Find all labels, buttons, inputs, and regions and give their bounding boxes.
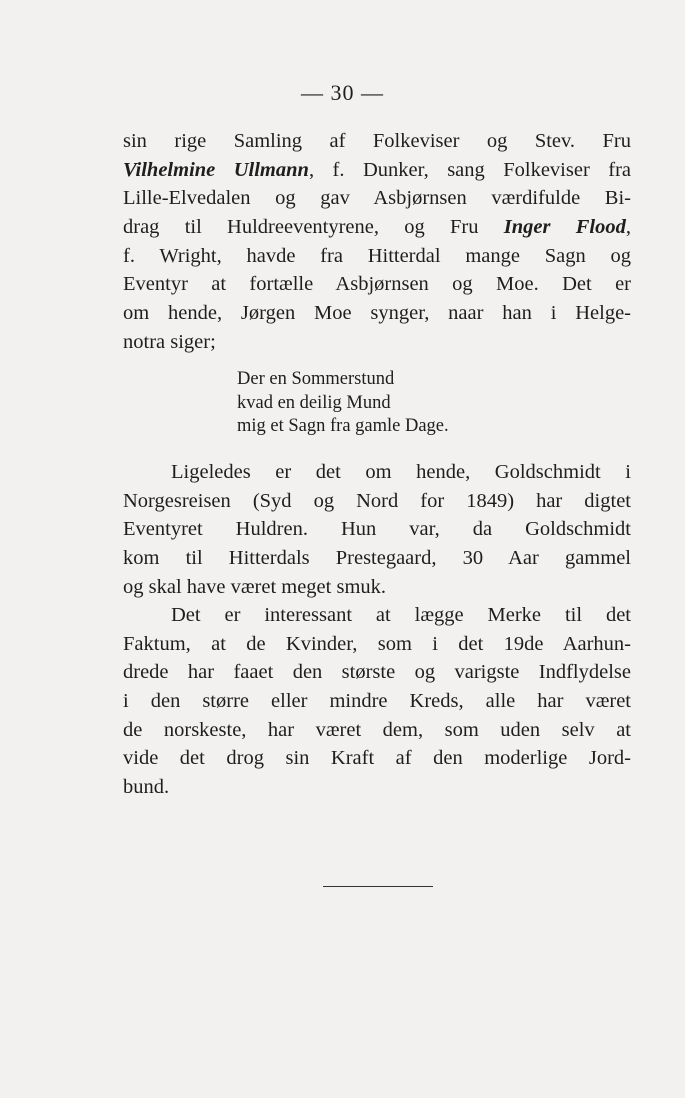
text-line: f. Wright, havde fra Hitterdal mange Sagn og — [123, 244, 631, 267]
text-line: drag til Huldreeventyrene, og Fru Inger Flood, — [123, 216, 631, 239]
paragraph-1 — [123, 127, 631, 357]
text-line: bund. — [123, 776, 170, 799]
text-line: kom til Hitterdals Prestegaard, 30 Aar gammel — [123, 547, 631, 570]
paragraph-3 — [123, 601, 631, 802]
verse-line: Der en Sommerstund — [237, 369, 395, 389]
text-line: notra siger; — [123, 330, 216, 353]
text-line: Lille-Elvedalen og gav Asbjørnsen værdifulde Bi- — [123, 187, 631, 210]
text-line: Eventyr at fortælle Asbjørnsen og Moe. Det er — [123, 273, 631, 296]
verse-line: mig et Sagn fra gamle Dage. — [237, 416, 449, 437]
emphasis-name: Vilhelmine Ullmann — [123, 158, 309, 181]
text-line: vide det drog sin Kraft af den moderlige Jord- — [123, 747, 631, 770]
text-line: i den større eller mindre Kreds, alle har været — [123, 690, 631, 713]
verse-line: kvad en deilig Mund — [237, 392, 391, 413]
text-line: og skal have været meget smuk. — [123, 575, 387, 598]
emphasis-name: Inger Flood — [503, 216, 626, 239]
verse-quote — [237, 368, 449, 439]
text-line: Norgesreisen (Syd og Nord for 1849) har digtet — [123, 489, 631, 512]
text-line: Eventyret Huldren. Hun var, da Goldschmidt — [123, 518, 631, 541]
text-line: Det er interessant at lægge Merke til det — [171, 604, 631, 626]
text-line: de norskeste, har været dem, som uden selv at — [123, 718, 631, 741]
text-line: Faktum, at de Kvinder, som i det 19de Aarhun- — [123, 632, 631, 655]
text-line: sin rige Samling af Folkeviser og Stev. Fru — [123, 130, 631, 152]
text-line: drede har faaet den største og varigste Indflydelse — [123, 661, 631, 684]
paragraph-2 — [123, 458, 631, 601]
text-line: Vilhelmine Ullmann, f. Dunker, sang Folkeviser fra — [123, 158, 632, 181]
end-rule — [323, 886, 433, 887]
text-line: Ligeledes er det om hende, Goldschmidt i — [171, 461, 631, 483]
text-line: om hende, Jørgen Moe synger, naar han i Helge- — [123, 302, 631, 325]
page-number: — 30 — — [301, 80, 384, 105]
